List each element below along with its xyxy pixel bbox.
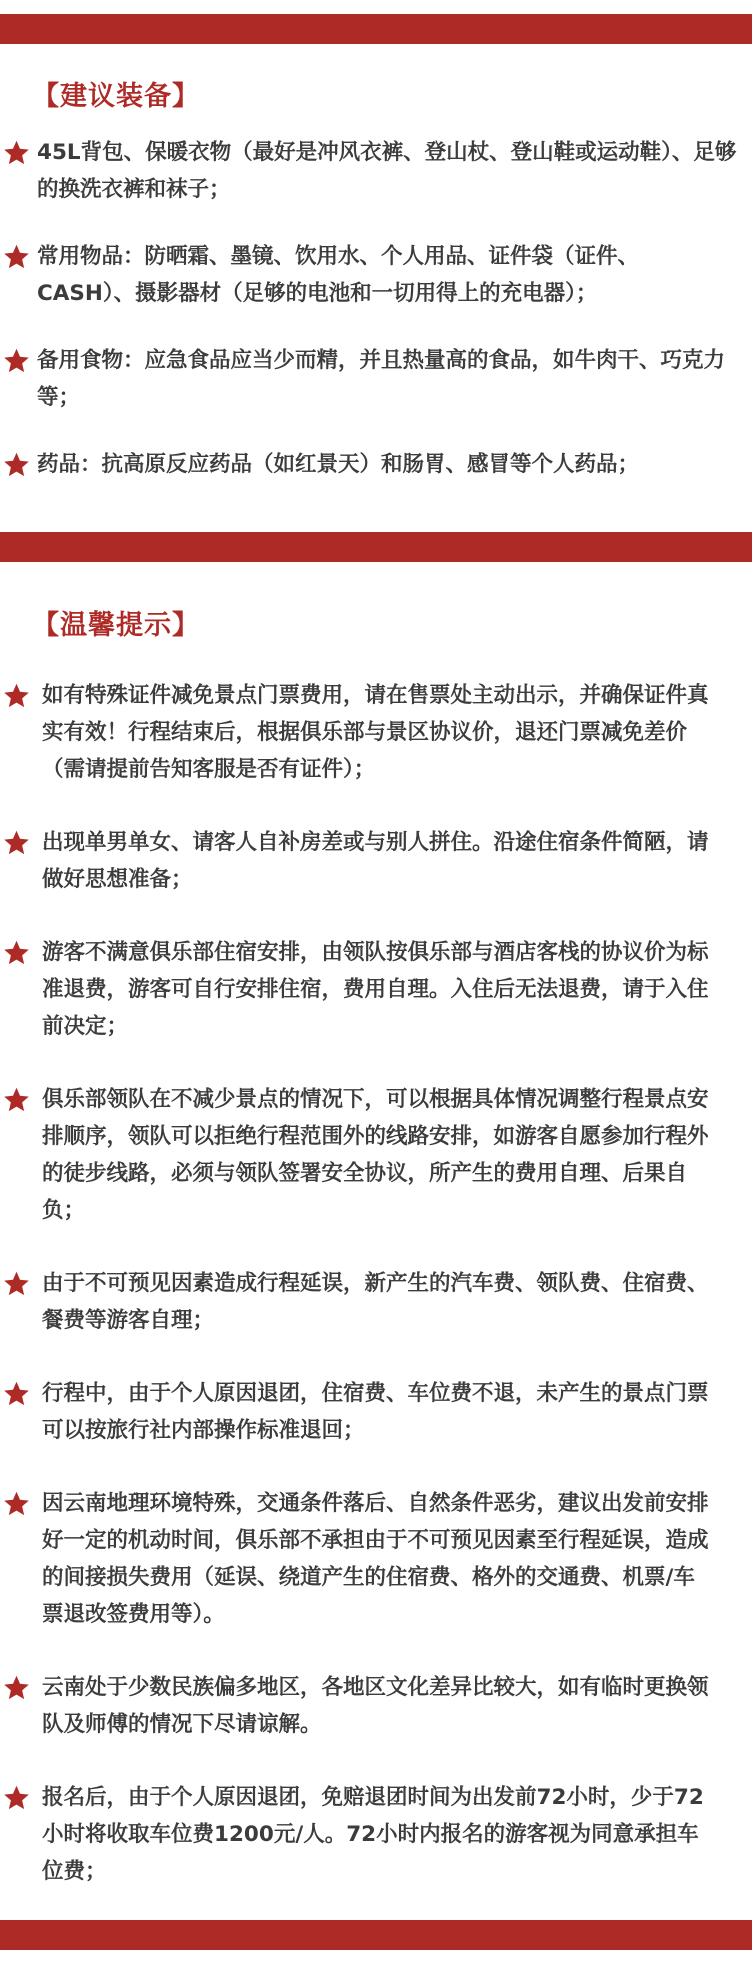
- list-item: [0, 677, 712, 788]
- list-item-text: 如有特殊证件减免景点门票费用，请在售票处主动出示，并确保证件真实有效！行程结束后，根据俱乐部与景区协议价，退还门票减免差价（需请提前告知客服是否有证件）；: [42, 683, 709, 782]
- list-item: [0, 1669, 712, 1743]
- tips-list: [0, 677, 752, 1926]
- list-item: [0, 1265, 712, 1339]
- list-item: [0, 1375, 712, 1449]
- bottom-divider-band: [0, 1920, 752, 1950]
- list-item-text: 45L背包、保暖衣物（最好是冲风衣裤、登山杖、登山鞋或运动鞋）、足够的换洗衣裤和袜子；: [37, 140, 737, 202]
- star-icon: [3, 451, 30, 478]
- middle-divider-band: [0, 532, 752, 562]
- star-icon: [3, 682, 30, 709]
- section-title-equipment: 【建议装备】: [32, 81, 200, 112]
- list-item: [0, 1081, 712, 1229]
- star-icon: [3, 243, 30, 270]
- list-item-text: 常用物品：防晒霜、墨镜、饮用水、个人用品、证件袋（证件、CASH）、摄影器材（足够的电池和一切用得上的充电器）；: [37, 244, 640, 306]
- list-item: [0, 824, 712, 898]
- list-item: [0, 1779, 712, 1890]
- list-item-text: 行程中，由于个人原因退团，住宿费、车位费不退，未产生的景点门票可以按旅行社内部操作标准退回；: [42, 1381, 709, 1443]
- star-icon: [3, 347, 30, 374]
- star-icon: [3, 1674, 30, 1701]
- star-icon: [3, 1380, 30, 1407]
- star-icon: [3, 829, 30, 856]
- list-item-text: 出现单男单女、请客人自补房差或与别人拼住。沿途住宿条件简陋，请做好思想准备；: [42, 830, 709, 892]
- star-icon: [3, 1784, 30, 1811]
- list-item: [0, 934, 712, 1045]
- list-item: [0, 1485, 712, 1633]
- list-item-text: 报名后，由于个人原因退团，免赔退团时间为出发前72小时，少于72小时将收取车位费1200元/人。72小时内报名的游客视为同意承担车位费；: [42, 1785, 704, 1884]
- list-item-text: 药品：抗高原反应药品（如红景天）和肠胃、感冒等个人药品；: [37, 452, 640, 477]
- star-icon: [3, 1270, 30, 1297]
- star-icon: [3, 939, 30, 966]
- list-item: [0, 446, 737, 483]
- list-item: [0, 134, 737, 208]
- star-icon: [3, 1086, 30, 1113]
- list-item-text: 由于不可预见因素造成行程延误，新产生的汽车费、领队费、住宿费、餐费等游客自理；: [42, 1271, 709, 1333]
- top-divider-band: [0, 14, 752, 44]
- list-item-text: 游客不满意俱乐部住宿安排，由领队按俱乐部与酒店客栈的协议价为标准退费，游客可自行安排住宿，费用自理。入住后无法退费，请于入住前决定；: [42, 940, 709, 1039]
- list-item: [0, 342, 737, 416]
- list-item-text: 云南处于少数民族偏多地区，各地区文化差异比较大，如有临时更换领队及师傅的情况下尽请谅解。: [42, 1675, 709, 1737]
- list-item: [0, 238, 737, 312]
- star-icon: [3, 139, 30, 166]
- list-item-text: 俱乐部领队在不减少景点的情况下，可以根据具体情况调整行程景点安排顺序，领队可以拒绝行程范围外的线路安排，如游客自愿参加行程外的徒步线路，必须与领队签署安全协议，所产生的费用自理、后果自负；: [42, 1087, 709, 1223]
- section-title-tips: 【温馨提示】: [32, 610, 200, 641]
- list-item-text: 因云南地理环境特殊，交通条件落后、自然条件恶劣，建议出发前安排好一定的机动时间，俱乐部不承担由于不可预见因素至行程延误，造成的间接损失费用（延误、绕道产生的住宿费、格外的交通费、机票/车票退改签费用等）。: [42, 1491, 709, 1627]
- star-icon: [3, 1490, 30, 1517]
- equipment-list: [0, 134, 752, 513]
- list-item-text: 备用食物：应急食品应当少而精，并且热量高的食品，如牛肉干、巧克力等；: [37, 348, 726, 410]
